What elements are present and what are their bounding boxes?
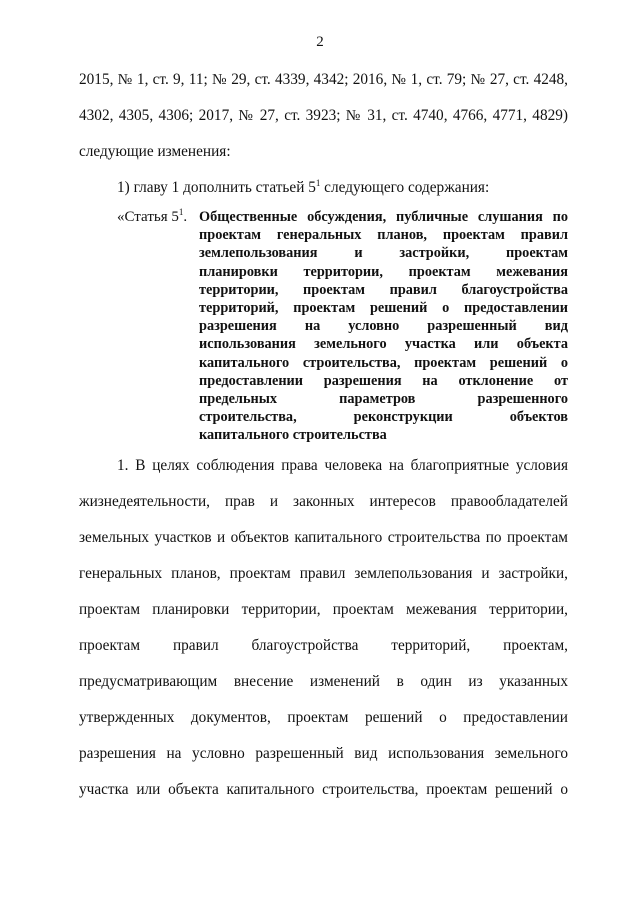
article-title-line: капитального строительства, проектам решений о xyxy=(199,354,568,371)
article-title-line: территории, проектам правил благоустройства xyxy=(199,281,568,298)
section-1-line: утвержденных документов, проектам решений о предоставлении xyxy=(79,709,568,726)
article-title-line: проектам генеральных планов, проектам правил xyxy=(199,227,568,244)
article-title-line: предоставлении разрешения на отклонение от xyxy=(199,372,568,389)
section-1-line: земельных участков и объектов капитального строительства по проектам xyxy=(79,529,568,546)
item-1-text: 1) главу 1 дополнить статьей 5 xyxy=(117,179,316,196)
item-1-superscript: 1 xyxy=(315,178,321,188)
item-1-paragraph xyxy=(79,170,568,206)
item-1-line xyxy=(79,170,568,206)
section-1-line: жизнедеятельности, прав и законных интересов правообладателей xyxy=(79,493,568,510)
item-1-text-tail: следующего содержания: xyxy=(320,179,490,196)
intro-paragraph xyxy=(79,62,568,170)
section-1-line: предусматривающим внесение изменений в один из указанных xyxy=(79,673,568,690)
article-title xyxy=(199,208,568,444)
article-title-line: использования земельного участка или объекта xyxy=(199,336,568,353)
section-1-line: участка или объекта капитального строительства, проектам решений о xyxy=(79,781,568,798)
section-1-line: проектам правил благоустройства территорий, проектам, xyxy=(79,637,568,654)
article-title-line: предельных параметров разрешенного xyxy=(199,390,568,407)
article-label xyxy=(117,208,187,226)
section-1-paragraph xyxy=(79,448,568,808)
article-label-suffix: . xyxy=(183,209,188,225)
section-1-line: проектам планировки территории, проектам межевания территории, xyxy=(79,601,568,618)
section-1-line: разрешения на условно разрешенный вид использования земельного xyxy=(79,745,568,762)
section-1-line: 1. В целях соблюдения права человека на благоприятные условия xyxy=(117,457,568,474)
page-number: 2 xyxy=(316,34,324,50)
section-1-line: генеральных планов, проектам правил землепользования и застройки, xyxy=(79,565,568,582)
article-title-line: Общественные обсуждения, публичные слушания по xyxy=(199,209,568,225)
article-title-line: разрешения на условно разрешенный вид xyxy=(199,318,568,335)
article-title-line: капитального строительства xyxy=(199,427,387,444)
article-title-line: планировки территории, проектам межевания xyxy=(199,263,568,280)
article-title-line: строительства, реконструкции объектов xyxy=(199,409,568,426)
article-label-text: «Статья 5 xyxy=(117,209,179,225)
intro-line: следующие изменения: xyxy=(79,143,231,160)
intro-line: 2015, № 1, ст. 9, 11; № 29, ст. 4339, 4342; 2016, № 1, ст. 79; № 27, ст. 4248, xyxy=(79,71,568,88)
article-title-line: землепользования и застройки, проектам xyxy=(199,245,568,262)
article-label-superscript: 1 xyxy=(178,207,184,217)
intro-line: 4302, 4305, 4306; 2017, № 27, ст. 3923; № 31, ст. 4740, 4766, 4771, 4829) xyxy=(79,107,568,124)
article-title-line: территорий, проектам решений о предоставлении xyxy=(199,299,568,316)
